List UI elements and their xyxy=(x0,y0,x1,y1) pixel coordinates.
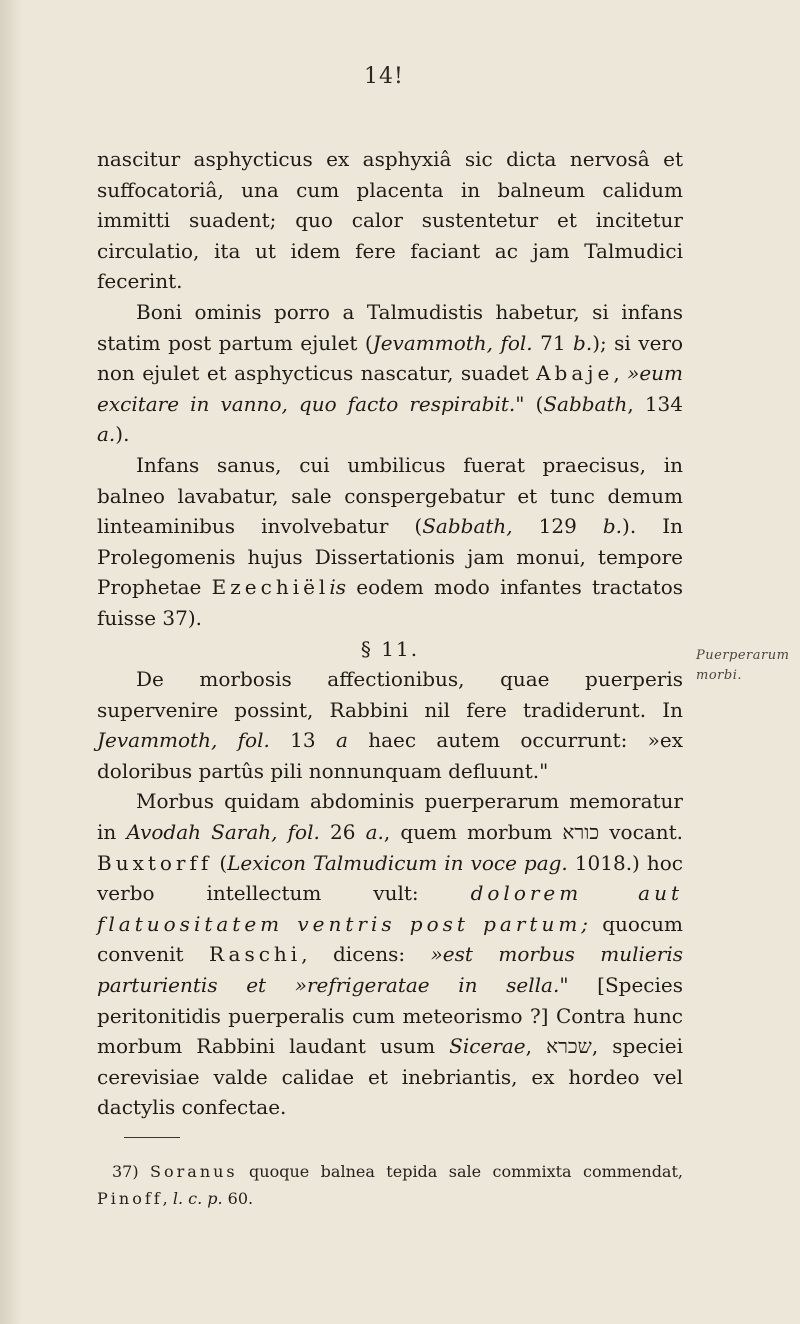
p3-text-b: 129 xyxy=(512,514,603,539)
p2-text-f: , 134 xyxy=(627,391,683,416)
name-ezechiel-suffix: is xyxy=(329,575,346,600)
paragraph-2 xyxy=(97,297,683,450)
p5-text-b: 26 xyxy=(319,820,366,845)
p4-text-b: 13 xyxy=(269,728,336,753)
margin-note: Puerperarum morbi. xyxy=(696,648,790,683)
p2-folio-side-2: a. xyxy=(97,422,116,447)
p2-text-g: ). xyxy=(115,422,130,447)
p5-text-i: [Species peritonitidis puerperalis cum meteorismo ?] Contra hunc morbum Rabbini laudant usum xyxy=(97,973,683,1059)
p5-text-h: , dicens: xyxy=(301,942,431,967)
p3-text-c: ). In Prolegomenis hujus Dissertationis jam monui, tempore Prophetae xyxy=(97,514,683,600)
p5-folio-side: a. xyxy=(365,820,384,845)
definition-dolorem: dolorem aut flatuositatem ventris post partum; xyxy=(97,881,684,936)
name-buxtorff: Buxtorff xyxy=(97,850,213,875)
name-pinoff: Pinoff xyxy=(97,1189,163,1208)
paragraph-1 xyxy=(97,144,683,297)
p2-text-c: ); si vero non ejulet et asphycticus nascatur, suadet xyxy=(97,330,684,386)
paragraph-1-text: nascitur asphycticus ex asphyxiâ sic dicta nervosâ et suffocatoriâ, una cum placenta in balneum calidum immitti suadent; quo calor sustentetur et incitetur circulatio, ita ut idem fere faciant ac jam Talmudici fecerint. xyxy=(97,147,683,294)
term-sicerae: Sicerae xyxy=(449,1034,526,1059)
p5-text-e: ( xyxy=(212,850,228,875)
citation-sabbath-2: Sabbath, xyxy=(422,514,513,539)
footnote-citation: l. c. p. xyxy=(172,1189,223,1208)
citation-sabbath: Sabbath xyxy=(543,391,628,416)
name-ezechiel: Ezechiël xyxy=(211,575,330,600)
p5-text-f: 1018.) hoc verbo intellectum vult: xyxy=(97,850,683,906)
footnote-text-c: 60. xyxy=(222,1189,254,1208)
p3-folio-side: b. xyxy=(602,514,623,539)
footnote-divider xyxy=(124,1137,180,1138)
quote-raschi: »est morbus mulieris parturientis et »refrigeratae in sella." xyxy=(97,942,683,998)
citation-jevammoth: Jevammoth, fol. xyxy=(372,330,533,355)
p4-text-a: De morbosis affectionibus, quae puerperis supervenire possint, Rabbini nil fere tradiderunt. In xyxy=(97,667,683,722)
p5-text-d: vocant. xyxy=(599,820,683,845)
footnote-37 xyxy=(97,1158,683,1212)
p2-text-b: 71 xyxy=(532,330,574,355)
section-heading: § 11. xyxy=(360,636,420,661)
p3-text-a: Infans sanus, cui umbilicus fuerat praecisus, in balneo lavabatur, sale conspergebatur et tunc demum linteaminibus involvebatur ( xyxy=(97,452,683,539)
p2-text-e: ( xyxy=(524,391,544,416)
main-text-block xyxy=(97,144,683,1123)
p3-text-d: eodem modo infantes tractatos fuisse 37). xyxy=(97,575,684,630)
p5-text-g: quocum convenit xyxy=(97,911,683,967)
footnote-text-a: quoque balnea tepida sale commixta commendat, xyxy=(237,1162,683,1181)
p5-text-c: , quem morbum xyxy=(383,820,563,845)
p4-folio-side: a xyxy=(335,728,348,753)
name-raschi: Raschi xyxy=(209,942,302,967)
footnote xyxy=(97,1158,683,1212)
page-gutter-shadow xyxy=(0,0,22,1324)
hebrew-word-kura: כורא xyxy=(562,820,600,845)
quote-abaje: »eum excitare in vanno, quo facto respirabit." xyxy=(97,361,684,416)
p2-folio-side: b. xyxy=(573,330,593,355)
name-abaje: Abaje xyxy=(536,361,614,386)
paragraph-5 xyxy=(97,786,683,1123)
citation-jevammoth-2: Jevammoth, fol. xyxy=(97,728,270,753)
p5-text-j: , xyxy=(525,1034,547,1059)
hebrew-word-shikra: שכרא xyxy=(546,1034,592,1059)
p5-text-a: Morbus quidam abdominis puerperarum memoratur in xyxy=(97,789,683,845)
page-number: 14! xyxy=(364,64,404,89)
footnote-marker: 37) xyxy=(112,1162,139,1181)
name-soranus: Soranus xyxy=(150,1162,238,1181)
citation-avodah-sarah: Avodah Sarah, fol. xyxy=(126,820,320,845)
p2-text-a: Boni ominis porro a Talmudistis habetur, si infans statim post partum ejulet ( xyxy=(97,299,683,355)
citation-lexicon: Lexicon Talmudicum in voce pag. xyxy=(227,850,568,875)
paragraph-4 xyxy=(97,664,683,786)
p4-text-c: haec autem occurrunt: »ex doloribus partûs pili nonnunquam defluunt." xyxy=(97,728,683,783)
footnote-text-b: , xyxy=(162,1189,173,1208)
p2-text-d: , xyxy=(613,361,628,386)
paragraph-3 xyxy=(97,450,683,634)
p5-text-k: , speciei cerevisiae valde calidae et inebriantis, ex hordeo vel dactylis confectae. xyxy=(97,1034,684,1120)
